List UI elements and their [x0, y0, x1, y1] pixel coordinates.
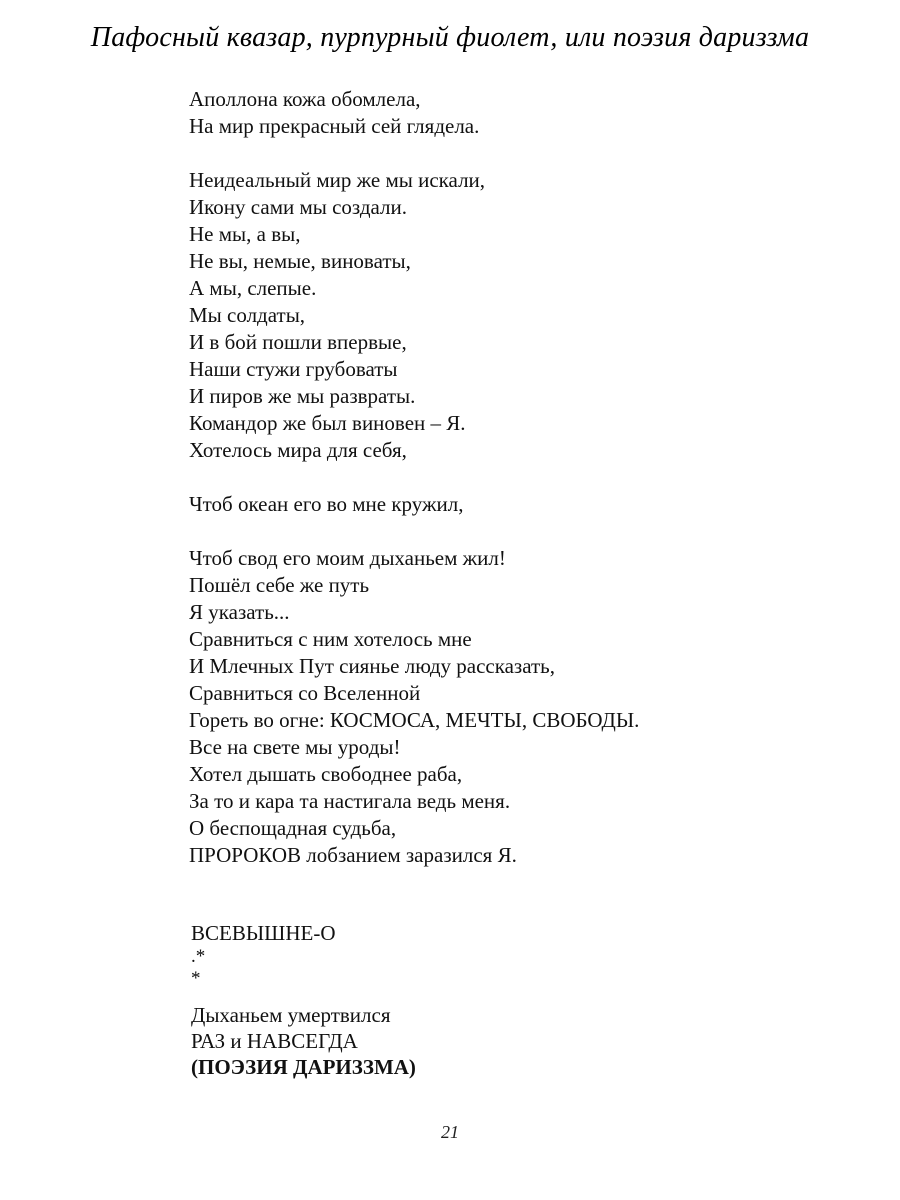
poem-line: За то и кара та настигала ведь меня. — [189, 789, 511, 813]
ending-mark: * — [191, 968, 201, 989]
ending-mark: .* — [191, 946, 206, 967]
poem-line: Хотел дышать свободнее раба, — [189, 762, 463, 786]
poem-line: Хотелось мира для себя, — [189, 438, 407, 462]
poem-line: Я указать... — [189, 600, 290, 624]
poem-line: На мир прекрасный сей глядела. — [189, 114, 480, 138]
poem-ending — [191, 920, 831, 1080]
poem-line: Не вы, немые, виноваты, — [189, 249, 411, 273]
poem-body — [189, 86, 829, 869]
ending-line: Дыханьем умертвился — [191, 1003, 391, 1027]
stanza — [189, 545, 829, 869]
poem-line: Аполлона кожа обомлела, — [189, 87, 421, 111]
poem-line: Икону сами мы создали. — [189, 195, 408, 219]
stanza — [189, 491, 829, 518]
poem-line: Сравниться со Вселенной — [189, 681, 421, 705]
running-header: Пафосный квазар, пурпурный фиолет, или поэзия дариззма — [90, 22, 810, 53]
ending-line: РАЗ и НАВСЕГДА — [191, 1029, 358, 1053]
poem-line: Пошёл себе же путь — [189, 573, 370, 597]
poem-line: Гореть во огне: КОСМОСА, МЕЧТЫ, СВОБОДЫ. — [189, 708, 640, 732]
page-number: 21 — [441, 1122, 459, 1142]
poem-line: Сравниться с ним хотелось мне — [189, 627, 472, 651]
stanza — [189, 167, 829, 464]
poem-line: Чтоб океан его во мне кружил, — [189, 492, 464, 516]
poem-line: Чтоб свод его моим дыханьем жил! — [189, 546, 506, 570]
poem-line: Наши стужи грубоваты — [189, 357, 398, 381]
poem-line: Мы солдаты, — [189, 303, 306, 327]
poem-line: А мы, слепые. — [189, 276, 317, 300]
stanza — [189, 86, 829, 140]
poem-line: Все на свете мы уроды! — [189, 735, 401, 759]
poem-line: И Млечных Пут сиянье люду рассказать, — [189, 654, 556, 678]
poem-line: И пиров же мы развраты. — [189, 384, 416, 408]
poem-line: Не мы, а вы, — [189, 222, 301, 246]
poem-line: Неидеальный мир же мы искали, — [189, 168, 486, 192]
poem-line: Командор же был виновен – Я. — [189, 411, 466, 435]
poem-line: О беспощадная судьба, — [189, 816, 397, 840]
poem-line: И в бой пошли впервые, — [189, 330, 407, 354]
ending-word: ВСЕВЫШНЕ-О — [191, 921, 336, 945]
signature: (ПОЭЗИЯ ДАРИЗЗМА) — [191, 1055, 416, 1079]
poem-line: ПРОРОКОВ лобзанием заразился Я. — [189, 843, 517, 867]
